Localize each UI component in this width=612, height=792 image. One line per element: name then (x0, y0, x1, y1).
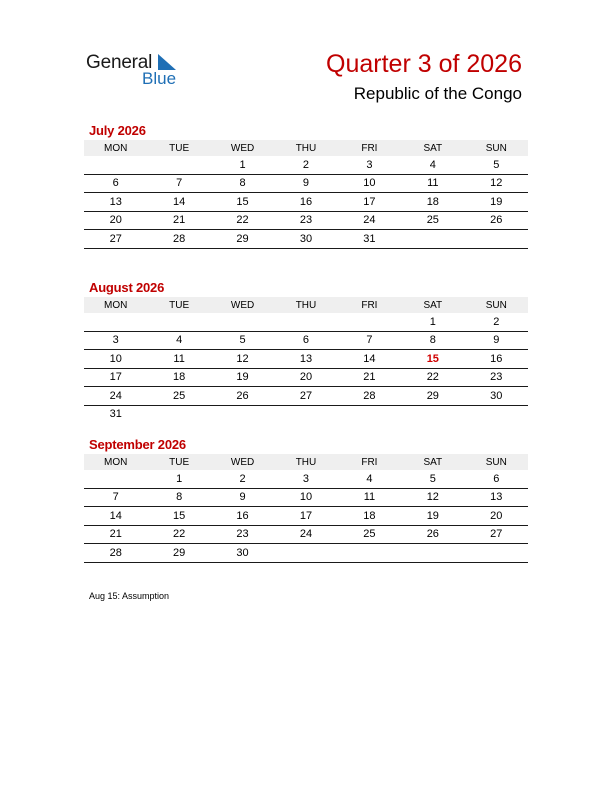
weekday-header-row (84, 140, 528, 156)
month-title: September 2026 (89, 437, 186, 452)
empty-day-cell (401, 230, 464, 249)
empty-day-cell (338, 544, 401, 563)
day-cell: 17 (274, 507, 337, 526)
weekday-header: THU (274, 140, 337, 156)
month-title: July 2026 (89, 123, 146, 138)
day-cell: 21 (338, 368, 401, 387)
weekday-header: SAT (401, 140, 464, 156)
day-cell: 27 (84, 230, 147, 249)
day-cell: 3 (274, 470, 337, 488)
weekday-header-row (84, 297, 528, 313)
day-cell: 6 (84, 174, 147, 193)
country-subtitle: Republic of the Congo (353, 84, 522, 103)
weekday-header: TUE (147, 297, 210, 313)
weekday-header: FRI (338, 140, 401, 156)
logo-flag-icon (158, 54, 176, 70)
month-block-september (84, 437, 528, 563)
day-cell: 2 (465, 313, 528, 331)
week-row (84, 193, 528, 212)
weekday-header: SUN (465, 297, 528, 313)
day-cell: 11 (147, 350, 210, 369)
day-cell: 11 (338, 488, 401, 507)
day-cell: 3 (84, 331, 147, 350)
week-row (84, 230, 528, 249)
day-cell: 1 (211, 156, 274, 174)
weekday-header: MON (84, 297, 147, 313)
day-cell: 20 (84, 211, 147, 230)
weekday-header: MON (84, 454, 147, 470)
day-cell: 26 (465, 211, 528, 230)
day-cell: 6 (465, 470, 528, 488)
week-row (84, 350, 528, 369)
day-cell: 16 (211, 507, 274, 526)
week-row (84, 488, 528, 507)
day-cell: 13 (465, 488, 528, 507)
weekday-header-row (84, 454, 528, 470)
weekday-header: SAT (401, 454, 464, 470)
day-cell: 19 (465, 193, 528, 212)
weekday-header: THU (274, 297, 337, 313)
empty-day-cell (84, 313, 147, 331)
day-cell: 8 (211, 174, 274, 193)
day-cell: 9 (211, 488, 274, 507)
day-cell: 13 (274, 350, 337, 369)
day-cell: 22 (147, 525, 210, 544)
calendar-table (84, 297, 528, 423)
day-cell: 19 (401, 507, 464, 526)
day-cell: 17 (338, 193, 401, 212)
week-row (84, 313, 528, 331)
day-cell: 4 (401, 156, 464, 174)
weekday-header: SUN (465, 454, 528, 470)
weekday-header: SUN (465, 140, 528, 156)
day-cell: 8 (147, 488, 210, 507)
day-cell: 4 (338, 470, 401, 488)
day-cell: 23 (274, 211, 337, 230)
empty-day-cell (465, 544, 528, 563)
day-cell: 14 (147, 193, 210, 212)
day-cell: 12 (401, 488, 464, 507)
empty-day-cell (147, 156, 210, 174)
day-cell: 21 (84, 525, 147, 544)
day-cell: 16 (274, 193, 337, 212)
day-cell: 12 (211, 350, 274, 369)
empty-day-cell (147, 313, 210, 331)
logo-text-blue: Blue (142, 69, 177, 88)
weekday-header: WED (211, 297, 274, 313)
day-cell: 15 (147, 507, 210, 526)
day-cell: 24 (274, 525, 337, 544)
week-row (84, 211, 528, 230)
week-row (84, 470, 528, 488)
day-cell: 5 (401, 470, 464, 488)
day-cell: 29 (211, 230, 274, 249)
day-cell: 6 (274, 331, 337, 350)
day-cell: 5 (211, 331, 274, 350)
holiday-note: Aug 15: Assumption (89, 591, 170, 601)
week-row (84, 156, 528, 174)
day-cell: 13 (84, 193, 147, 212)
weekday-header: SAT (401, 297, 464, 313)
day-cell: 28 (338, 387, 401, 406)
day-cell: 10 (338, 174, 401, 193)
empty-day-cell (338, 313, 401, 331)
empty-day-cell (401, 544, 464, 563)
day-cell: 11 (401, 174, 464, 193)
page-title: Quarter 3 of 2026 (326, 50, 522, 78)
empty-day-cell (84, 156, 147, 174)
weekday-header: MON (84, 140, 147, 156)
weekday-header: FRI (338, 454, 401, 470)
day-cell: 29 (401, 387, 464, 406)
logo-text-general: General (86, 52, 153, 73)
day-cell: 4 (147, 331, 210, 350)
day-cell: 27 (274, 387, 337, 406)
week-row (84, 544, 528, 563)
generalblue-logo (86, 52, 186, 92)
week-row (84, 525, 528, 544)
day-cell: 7 (338, 331, 401, 350)
week-row (84, 368, 528, 387)
day-cell: 17 (84, 368, 147, 387)
day-cell: 31 (338, 230, 401, 249)
empty-day-cell (338, 405, 401, 423)
day-cell: 24 (338, 211, 401, 230)
day-cell: 20 (274, 368, 337, 387)
day-cell: 24 (84, 387, 147, 406)
day-cell: 29 (147, 544, 210, 563)
day-cell: 30 (211, 544, 274, 563)
empty-day-cell (211, 313, 274, 331)
empty-day-cell (147, 405, 210, 423)
day-cell: 30 (465, 387, 528, 406)
day-cell: 14 (338, 350, 401, 369)
day-cell: 30 (274, 230, 337, 249)
day-cell: 8 (401, 331, 464, 350)
empty-day-cell (84, 470, 147, 488)
empty-day-cell (401, 405, 464, 423)
day-cell: 1 (147, 470, 210, 488)
day-cell: 9 (274, 174, 337, 193)
day-cell: 10 (84, 350, 147, 369)
day-cell: 9 (465, 331, 528, 350)
day-cell: 19 (211, 368, 274, 387)
weekday-header: WED (211, 454, 274, 470)
day-cell: 1 (401, 313, 464, 331)
calendar-table (84, 454, 528, 563)
empty-day-cell (274, 313, 337, 331)
day-cell: 14 (84, 507, 147, 526)
day-cell: 23 (465, 368, 528, 387)
weekday-header: THU (274, 454, 337, 470)
weekday-header: TUE (147, 454, 210, 470)
day-cell: 7 (84, 488, 147, 507)
day-cell: 25 (147, 387, 210, 406)
day-cell: 12 (465, 174, 528, 193)
empty-day-cell (465, 405, 528, 423)
day-cell: 7 (147, 174, 210, 193)
day-cell: 10 (274, 488, 337, 507)
empty-day-cell (465, 230, 528, 249)
day-cell: 26 (401, 525, 464, 544)
weekday-header: WED (211, 140, 274, 156)
holiday-day-cell: 15 (401, 350, 464, 369)
day-cell: 5 (465, 156, 528, 174)
day-cell: 26 (211, 387, 274, 406)
empty-day-cell (274, 544, 337, 563)
day-cell: 23 (211, 525, 274, 544)
day-cell: 31 (109, 408, 122, 421)
day-cell: 18 (338, 507, 401, 526)
weekday-header: TUE (147, 140, 210, 156)
month-block-july (84, 123, 528, 249)
day-cell: 20 (465, 507, 528, 526)
week-row (84, 387, 528, 406)
day-cell: 2 (274, 156, 337, 174)
day-cell: 28 (147, 230, 210, 249)
day-cell: 16 (465, 350, 528, 369)
month-title: August 2026 (89, 280, 165, 295)
day-cell: 28 (84, 544, 147, 563)
week-row (84, 405, 528, 423)
day-cell: 2 (211, 470, 274, 488)
day-cell: 3 (338, 156, 401, 174)
day-cell: 25 (401, 211, 464, 230)
empty-day-cell (211, 405, 274, 423)
empty-day-cell (274, 405, 337, 423)
day-cell: 18 (401, 193, 464, 212)
day-cell: 27 (465, 525, 528, 544)
day-cell: 22 (401, 368, 464, 387)
weekday-header: FRI (338, 297, 401, 313)
day-cell: 22 (211, 211, 274, 230)
week-row (84, 507, 528, 526)
week-row (84, 174, 528, 193)
month-block-august (84, 280, 528, 423)
day-cell: 25 (338, 525, 401, 544)
day-cell: 21 (147, 211, 210, 230)
week-row (84, 331, 528, 350)
day-cell: 18 (147, 368, 210, 387)
calendar-table (84, 140, 528, 249)
day-cell: 15 (211, 193, 274, 212)
